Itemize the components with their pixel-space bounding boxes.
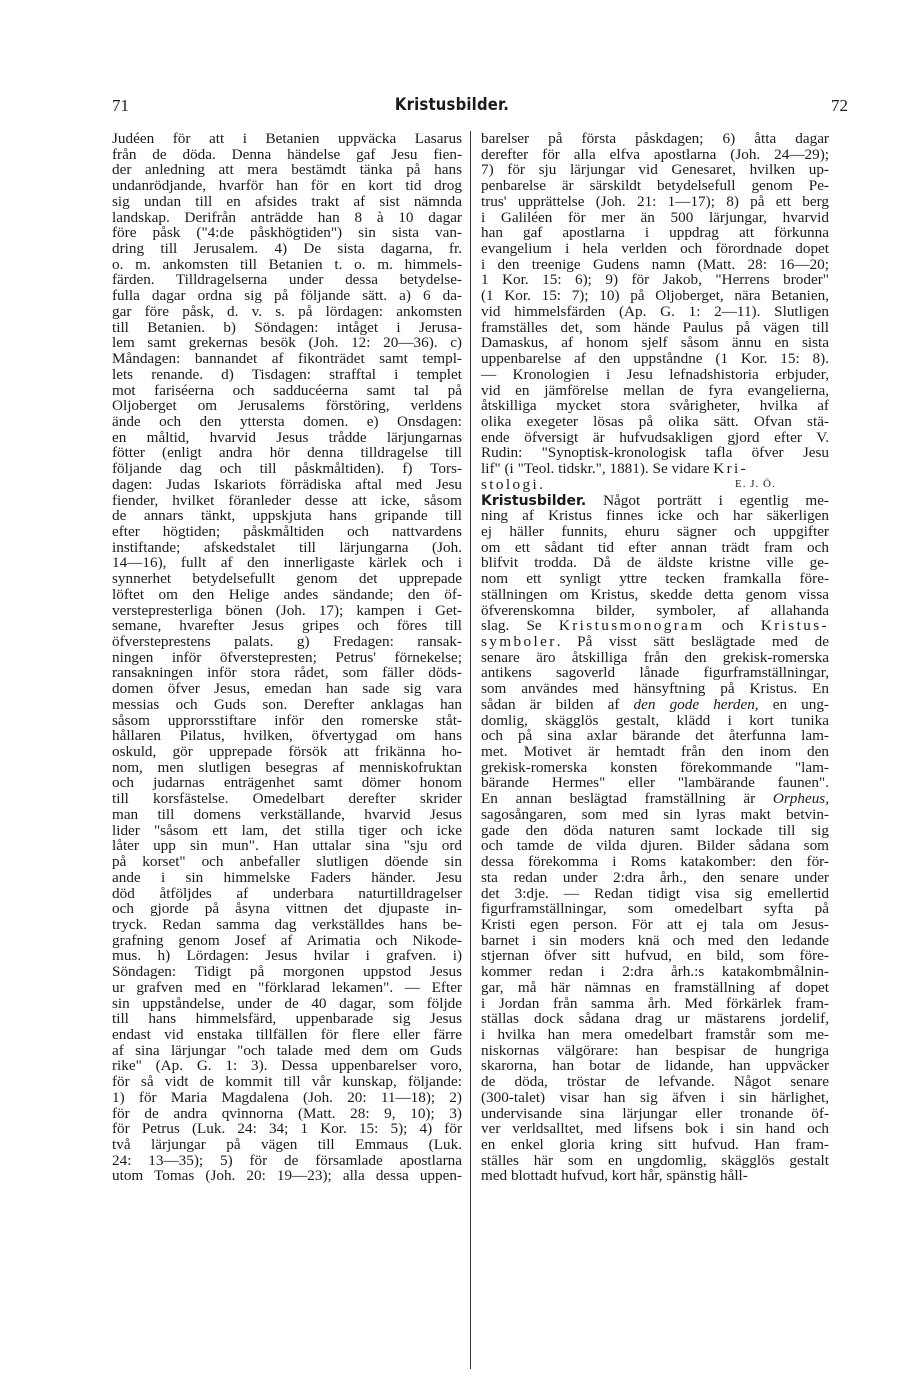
- right-column-block-i: [481, 807, 829, 1184]
- text-line: oskuld, gör upprepade försök att frikänna ho-: [112, 743, 462, 761]
- text-line: (300-talet) visar han sig äfven i sin härlighet,: [481, 1088, 829, 1106]
- text-line: ände och den yttersta domen. e) Onsdagen:: [112, 412, 462, 430]
- text-line: ning af Kristus finnes icke och har säkerligen: [481, 507, 829, 525]
- text-line: från de döda. Denna händelse gaf Jesu fien-: [112, 145, 462, 163]
- page-number-right: 72: [831, 96, 848, 115]
- entry-heading-line: Kristusbilder. Något porträtt i egentlig me-: [481, 491, 829, 509]
- text-line: tryck. Redan samma dag verkställdes hans be-: [112, 915, 462, 933]
- text-line: man till domens verkställande, hvarvid Jesus: [112, 805, 462, 823]
- text-line: 14—16), fullt af den innerligaste kärlek och i: [112, 554, 462, 572]
- text-line: grekisk-romerska konsten förekommande "lam-: [481, 758, 829, 776]
- text-line: sin uppståndelse, under de 40 dagar, som följde: [112, 994, 462, 1012]
- text-line: sådan är bilden af den gode herden, en ung-: [481, 695, 829, 713]
- text-line: mus. h) Lördagen: Jesus hvilar i grafven. i): [112, 947, 462, 965]
- text-line: met. Motivet är hemtadt från den inom den: [481, 743, 829, 761]
- text-line: färden. Tilldragelserna under dessa betydelse-: [112, 271, 462, 289]
- text-line: låter upp sin mun". Han uttalar sina "sju ord: [112, 837, 462, 855]
- text-line: Rudin: "Synoptisk-kronologisk tafla öfver Jesu: [481, 444, 829, 462]
- text-line: figurframställningar, som omedelbart syfta på: [481, 900, 829, 918]
- text-line: ställningen om Kristus, skedde detta genom vissa: [481, 585, 829, 603]
- text-line: det 3:dje. — Redan tidigt visa sig emellertid: [481, 884, 829, 902]
- text-line: Judéen för att i Betanien uppväcka Lasarus: [112, 130, 462, 147]
- cross-reference: stologi.: [481, 475, 546, 493]
- text-line: trus' upprättelse (Joh. 21: 1—17); 8) på ett berg: [481, 192, 829, 210]
- text-line: Kristi egen person. För att ej tala om Jesus-: [481, 915, 829, 933]
- text-line: i Galiléen för mer än 500 lärjungar, hvarvid: [481, 208, 829, 226]
- text-line: Oljoberget om Jerusalems förstöring, verldens: [112, 397, 462, 415]
- running-title: Kristusbilder.: [394, 95, 510, 114]
- text-line: domlig, skägglös gestalt, klädd i kort tunika: [481, 711, 829, 729]
- text-line: sagosångaren, som med sin lyras makt betvin-: [481, 805, 829, 823]
- text-line: Måndagen: bannandet af fikonträdet samt templ-: [112, 350, 462, 368]
- text-line: En annan beslägtad framställning är Orpheus,: [481, 790, 829, 808]
- text-line: och gjorde på åsyna vittnen det djupaste in-: [112, 900, 462, 918]
- text-line: mot fariséerna och sadducéerna samt tal på: [112, 381, 462, 399]
- text-line: dring till Jerusalem. 4) De sista dagarna, fr.: [112, 240, 462, 258]
- page-number-left: 71: [112, 96, 129, 115]
- text-line: o. m. ankomsten till Betanien t. o. m. himmels-: [112, 255, 462, 273]
- text-line: blifvit trodda. Då de äldste kristne ville ge-: [481, 554, 829, 572]
- text-line: han gaf apostlarna i uppdrag att förkunna: [481, 224, 829, 242]
- text-line: nom ett synligt yttre tecken framkalla före-: [481, 570, 829, 588]
- text-line: ur grafven med en "förklarad lekamen". — Efter: [112, 978, 462, 996]
- text-line: lets renande. d) Tisdagen: strafftal i templet: [112, 365, 462, 383]
- text-line: gar före påsk, d. v. s. på lördagen: ankomsten: [112, 302, 462, 320]
- text-line: de döda, tröstar de lefvande. Något senare: [481, 1073, 829, 1091]
- text-line: dagen: Judas Iskariots förrädiska aftal med Jesu: [112, 475, 462, 493]
- text-line: som användes med hänsyftning på Kristus. En: [481, 680, 829, 698]
- text-line: såsom upprorsstiftare inför den romerske ståt-: [112, 711, 462, 729]
- text-line: en måltid, hvarvid Jesus trådde lärjungarnas: [112, 428, 462, 446]
- text-line: gade den döda naturen samt lockade till sig: [481, 821, 829, 839]
- text-line: ställas dock sådana drag ur mästarens jordelif,: [481, 1010, 829, 1028]
- text-line: der anledning att mera bestämdt tänka på hans: [112, 161, 462, 179]
- text-line: messias och Guds son. Derefter anklagas han: [112, 695, 462, 713]
- right-column-block-a: [481, 131, 829, 461]
- text-line: undanrödjande, hvarför han för en kort tid drog: [112, 177, 462, 195]
- text-line: evangelium i hela verlden och förordnade dopet: [481, 240, 829, 258]
- text-line: symboler. På visst sätt beslägtade med de: [481, 633, 829, 650]
- text-line: död åtföljdes af underbara naturtilldragelser: [112, 884, 462, 902]
- text-line: uppenbarelse af den uppståndne (1 Kor. 15: 8).: [481, 350, 829, 368]
- text-line: till hans himmelsfärd, uppenbarade sig Jesus: [112, 1010, 462, 1028]
- text-line: lif" (i "Teol. tidskr.", 1881). Se vidare Kri-: [481, 460, 749, 478]
- text-line: sig undan till en afsides trakt af sist nämnda: [112, 192, 462, 210]
- text-line: grafning genom Josef af Arimatia och Nikode-: [112, 931, 462, 949]
- text-line: senare äro åtskilliga från den grekisk-romerska: [481, 648, 829, 666]
- right-column-block-c: [481, 508, 829, 618]
- text-line: bärande Hermes" eller "lambärande faunen".: [481, 774, 829, 792]
- entry-heading: Kristusbilder.: [481, 492, 587, 509]
- text-line: slag. Se Kristusmonogram och Kristus-: [481, 617, 829, 635]
- author-signature: E. J. Ö.: [735, 477, 776, 490]
- text-line: löftet om den Helige andes sändande; den öf-: [112, 585, 462, 603]
- text-line: ställes här som en ungdomlig, skägglös gestalt: [481, 1151, 829, 1169]
- text-line: synnerhet betydelsefullt genom det upprepade: [112, 570, 462, 588]
- text-line: för så vidt de kommit till vår kunskap, följande:: [112, 1073, 462, 1091]
- text-line: rike" (Ap. G. 1: 3). Dessa uppenbarelser voro,: [112, 1057, 462, 1075]
- text-line: sta redan under 2:dra årh., den senare under: [481, 868, 829, 886]
- text-line: domen öfver Jesus, emedan han sade sig vara: [112, 680, 462, 698]
- text-line: med blottadt hufvud, kort hår, spänstig håll-: [481, 1167, 748, 1185]
- text-line: fiender, hvilket föranleder desse att icke, såsom: [112, 491, 462, 509]
- right-column-block-g: [481, 713, 829, 792]
- text-line: barnet i sin moders knä och med den ledande: [481, 931, 829, 949]
- text-line: efter högtiden; påskmåltiden och nattvardens: [112, 522, 462, 540]
- text-line: hållaren Pilatus, hvilken, öfvertygad om hans: [112, 727, 462, 745]
- text-line: och tamde de vilda djuren. Bilder sådana som: [481, 837, 829, 855]
- text-line: penbarelse är särskildt betydelsefull genom Pe-: [481, 177, 829, 195]
- text-line: framställes det, som hände Paulus på vägen till: [481, 318, 829, 336]
- text-line: semane, hvarefter Jesus gripes och föres till: [112, 617, 462, 635]
- page-header: [0, 96, 904, 120]
- text-line: och på sina axlar bärande det återfunna lam-: [481, 727, 829, 745]
- text-line: landskap. Derifrån anträdde han 8 à 10 dagar: [112, 208, 462, 226]
- text-line: niskornas välgörare: han bespisar de hungriga: [481, 1041, 829, 1059]
- text-line: nom, men slutligen besegras af menniskofruktan: [112, 758, 462, 776]
- text-line: fötter (enligt andra hör denna tilldragelse till: [112, 444, 462, 462]
- text-line: 24: 13—35); 5) för de församlade apostlarna: [112, 1151, 462, 1169]
- text-line: Söndagen: Tidigt på morgonen uppstod Jesus: [112, 963, 462, 981]
- column-divider: [470, 131, 471, 1369]
- text-line: fulla dagar ordna sig på följande sätt. a) 6 da-: [112, 287, 462, 305]
- text-line: endast vid enstaka tillfällen för flere eller färre: [112, 1025, 462, 1043]
- text-line: öfversteprestens palats. g) Fredagen: ransak-: [112, 633, 462, 650]
- text-line: barelser på första påskdagen; 6) åtta dagar: [481, 130, 829, 147]
- text-line: 1) för Maria Magdalena (Joh. 20: 11—18); 2): [112, 1088, 462, 1106]
- text-line: ningen inför öfversteprestеn; Petrus' förnekelse;: [112, 648, 462, 666]
- text-line: i den treenige Gudens namn (Matt. 28: 16—20;: [481, 255, 829, 273]
- text-line: (1 Kor. 15: 7); 10) på Oljoberget, nära Betanien,: [481, 287, 829, 305]
- text-line: kommer redan i 2:dra årh.:s katakombmålnin-: [481, 963, 829, 981]
- right-column-block-e: [481, 650, 829, 681]
- text-line: lider "såsom ett lam, det stilla tiger och icke: [112, 821, 462, 839]
- cross-reference: Kri-: [713, 460, 749, 478]
- text-line: gar, må här nämnas en framställning af dopet: [481, 978, 829, 996]
- text-line: för Petrus (Luk. 24: 34; 1 Kor. 15: 5); 4) för: [112, 1120, 462, 1138]
- text-line: undervisande sina lärjungar eller tronande öf-: [481, 1104, 829, 1122]
- text-line: till Betanien. b) Söndagen: intåget i Jerusa-: [112, 318, 462, 336]
- text-line: i Jordan från samma årh. Med förkärlek fram-: [481, 994, 829, 1012]
- text-line: på korset" och anbefaller slutligen döende sin: [112, 853, 462, 871]
- text-line: ej häller funnits, ehuru sägner och uppgifter: [481, 522, 829, 540]
- text-line: följande dag och till påskmåltiden). f) Tors-: [112, 460, 462, 478]
- text-line: utom Tomas (Joh. 20: 19—23); alla dessa uppen-: [112, 1167, 462, 1185]
- text-line: Damaskus, af honom sjelf såsom ännu en sista: [481, 334, 829, 352]
- right-column: [481, 131, 829, 1184]
- text-line: en enkel gloria kring sitt hufvud. Han fram-: [481, 1136, 829, 1153]
- text-line: dessa förekomma i Roms katakomber: den för-: [481, 853, 829, 871]
- text-line: två lärjungar på vägen till Emmaus (Luk.: [112, 1136, 462, 1153]
- text-line: de annars tänkt, uppskjuta hans gripande till: [112, 507, 462, 525]
- text-line: olika exegeter lösas på olika sätt. Ofvan stä-: [481, 412, 829, 430]
- text-line: ande i sin himmelske Faders händer. Jesu: [112, 868, 462, 886]
- text-line: och judarnas enträgenhet samt dömer honom: [112, 774, 462, 792]
- text-line: stjernan öfver sitt hufvud, en bild, som före-: [481, 947, 829, 965]
- text-line: lem samt grekernas besök (Joh. 12: 20—36). c): [112, 334, 462, 352]
- text-line: derefter för alla elfva apostlarna (Joh. 24—29);: [481, 145, 829, 163]
- text-line: för de andra qvinnorna (Matt. 28: 9, 10); 3): [112, 1104, 462, 1122]
- text-line: 7) för sju lärjungar vid Genesaret, hvilken up-: [481, 161, 829, 179]
- text-line: af sina lärjungar "och talade med dem om Guds: [112, 1041, 462, 1059]
- text-line: ende öfversigt är hufvudsakligen gjord efter V.: [481, 428, 829, 446]
- text-line: 1 Kor. 15: 6); 9) för Jakob, "Herrens broder": [481, 271, 829, 289]
- text-line: åtskilliga mycket stora svårigheter, hvilka af: [481, 397, 829, 415]
- text-line: antikens sagoverld lånade figurframställningar,: [481, 664, 829, 682]
- text-line: vid himmelsfärden (Ap. G. 1: 2—11). Slutligen: [481, 302, 829, 320]
- text-line: ransakningen inför stora rådet, som fäller döds-: [112, 664, 462, 682]
- text-line: instiftande; afskedstalet till lärjungarna (Joh.: [112, 538, 462, 556]
- text-line: [481, 477, 829, 493]
- text-line: ver verldsalltet, med lifsens bok i sin hand och: [481, 1120, 829, 1138]
- text-line: öfverenskomna bilder, symboler, af allahanda: [481, 601, 829, 619]
- text-line: vid en jämförelse mellan de fyra evangelierna,: [481, 381, 829, 399]
- left-column: [112, 131, 462, 1184]
- text-line: verstepresterliga bönen (Joh. 17); kampen i Get-: [112, 601, 462, 619]
- text-line: skarorna, han botar de lidande, han uppväcker: [481, 1057, 829, 1075]
- text-line: till korsfästelse. Omedelbart derefter skrider: [112, 790, 462, 808]
- text-line: — Kronologien i Jesu lefnadshistoria erbjuder,: [481, 365, 829, 383]
- text-line: före påsk ("4:de påskhögtiden") sin sista van-: [112, 224, 462, 242]
- text-line: om ett sådant tid efter annan trädt fram och: [481, 538, 829, 556]
- text-line: i hvilka han mera omedelbart framstår som me-: [481, 1025, 829, 1043]
